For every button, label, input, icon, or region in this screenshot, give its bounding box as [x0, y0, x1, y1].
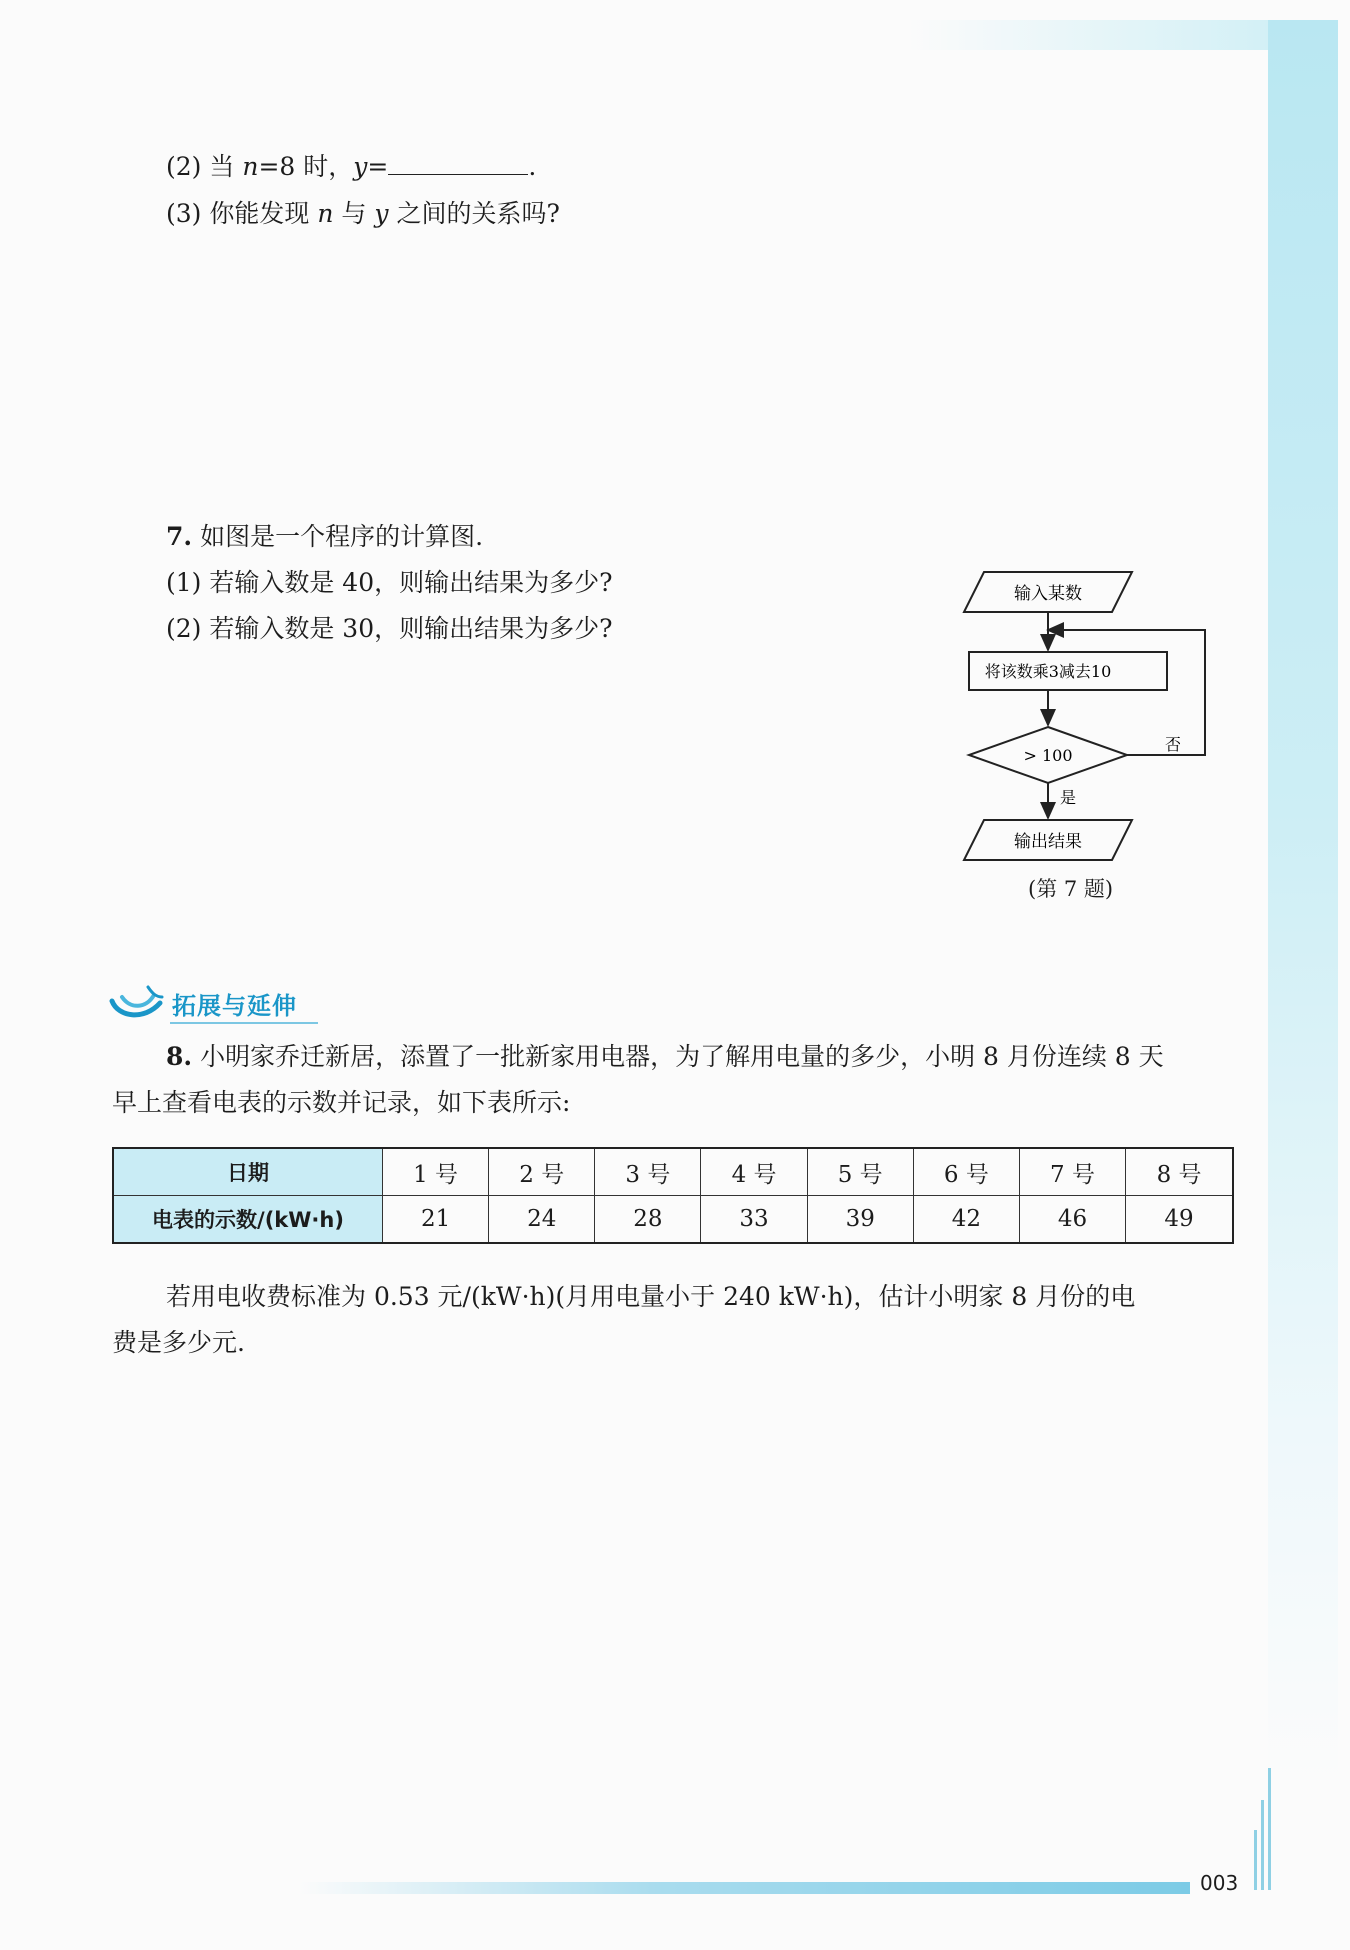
q6-part2-mid: =8 时， — [258, 152, 354, 181]
date-cell: 6 号 — [913, 1148, 1019, 1196]
answer-blank[interactable] — [388, 148, 528, 175]
q8-after-line1: 若用电收费标准为 0.53 元/(kW·h)(月用电量小于 240 kW·h)，估计小明家 8 月份的电 — [166, 1282, 1136, 1311]
section-title: 拓展与延伸 — [172, 991, 297, 1020]
q6-part3-prefix: (3) 你能发现 — [166, 199, 310, 228]
date-cell: 4 号 — [701, 1148, 807, 1196]
reading-cell: 42 — [913, 1196, 1019, 1244]
table-header-date: 日期 — [113, 1148, 383, 1196]
date-cell: 8 号 — [1126, 1148, 1233, 1196]
table-row — [113, 1148, 1233, 1196]
no-label: 否 — [1165, 735, 1182, 754]
date-cell: 7 号 — [1019, 1148, 1125, 1196]
meter-table — [112, 1147, 1234, 1244]
q6-part3 — [166, 195, 560, 233]
var-y: y — [374, 199, 389, 228]
q7-part2: (2) 若输入数是 30，则输出结果为多少? — [166, 614, 613, 643]
var-y: y — [353, 152, 368, 181]
reading-cell: 49 — [1126, 1196, 1233, 1244]
q7-stem — [166, 518, 483, 556]
table-header-reading: 电表的示数/(kW·h) — [113, 1196, 383, 1244]
equals-sign: = — [367, 152, 389, 181]
reading-cell: 33 — [701, 1196, 807, 1244]
yes-label: 是 — [1060, 788, 1077, 807]
flow-input-label: 输入某数 — [1014, 584, 1082, 604]
q6-part3-end: 之间的关系吗? — [396, 199, 560, 228]
q8-line1-text: 小明家乔迁新居，添置了一批新家用电器，为了解用电量的多少，小明 8 月份连续 8 天 — [200, 1042, 1164, 1071]
figure-caption: (第 7 题) — [1028, 877, 1114, 901]
q8-after-line2: 费是多少元. — [112, 1328, 245, 1357]
section-underline — [170, 1022, 318, 1024]
decor-line — [1261, 1800, 1264, 1890]
q8-line2: 早上查看电表的示数并记录，如下表所示: — [112, 1088, 571, 1117]
q8-number: 8. — [166, 1042, 193, 1071]
reading-cell: 46 — [1019, 1196, 1125, 1244]
bottom-decor-band — [300, 1882, 1190, 1894]
decor-line — [1268, 1768, 1271, 1890]
date-cell: 1 号 — [383, 1148, 489, 1196]
q7-number: 7. — [166, 522, 193, 551]
q6-part3-mid: 与 — [341, 199, 367, 228]
section-header — [108, 980, 297, 1026]
q7-flowchart — [960, 565, 1220, 870]
q6-part2 — [166, 148, 536, 186]
reading-cell: 28 — [595, 1196, 701, 1244]
flow-output-label: 输出结果 — [1014, 832, 1082, 852]
var-n: n — [242, 152, 259, 181]
table-row — [113, 1196, 1233, 1244]
q6-part2-prefix: (2) 当 — [166, 152, 235, 181]
q7-part1: (1) 若输入数是 40，则输出结果为多少? — [166, 568, 613, 597]
reading-cell: 21 — [383, 1196, 489, 1244]
date-cell: 3 号 — [595, 1148, 701, 1196]
reading-cell: 39 — [807, 1196, 913, 1244]
var-n: n — [317, 199, 334, 228]
q8-line1 — [166, 1038, 1164, 1076]
page-number: 003 — [1200, 1871, 1239, 1895]
date-cell: 2 号 — [489, 1148, 595, 1196]
wave-icon — [108, 983, 166, 1023]
flow-process-label: 将该数乘3减去10 — [984, 662, 1112, 681]
top-decor-band — [908, 20, 1268, 50]
reading-cell: 24 — [489, 1196, 595, 1244]
q7-stem-text: 如图是一个程序的计算图. — [200, 522, 484, 551]
decor-line — [1254, 1830, 1257, 1890]
right-decor-band — [1268, 20, 1338, 1780]
date-cell: 5 号 — [807, 1148, 913, 1196]
period: . — [528, 152, 537, 181]
flow-decision-label: > 100 — [1023, 746, 1073, 765]
